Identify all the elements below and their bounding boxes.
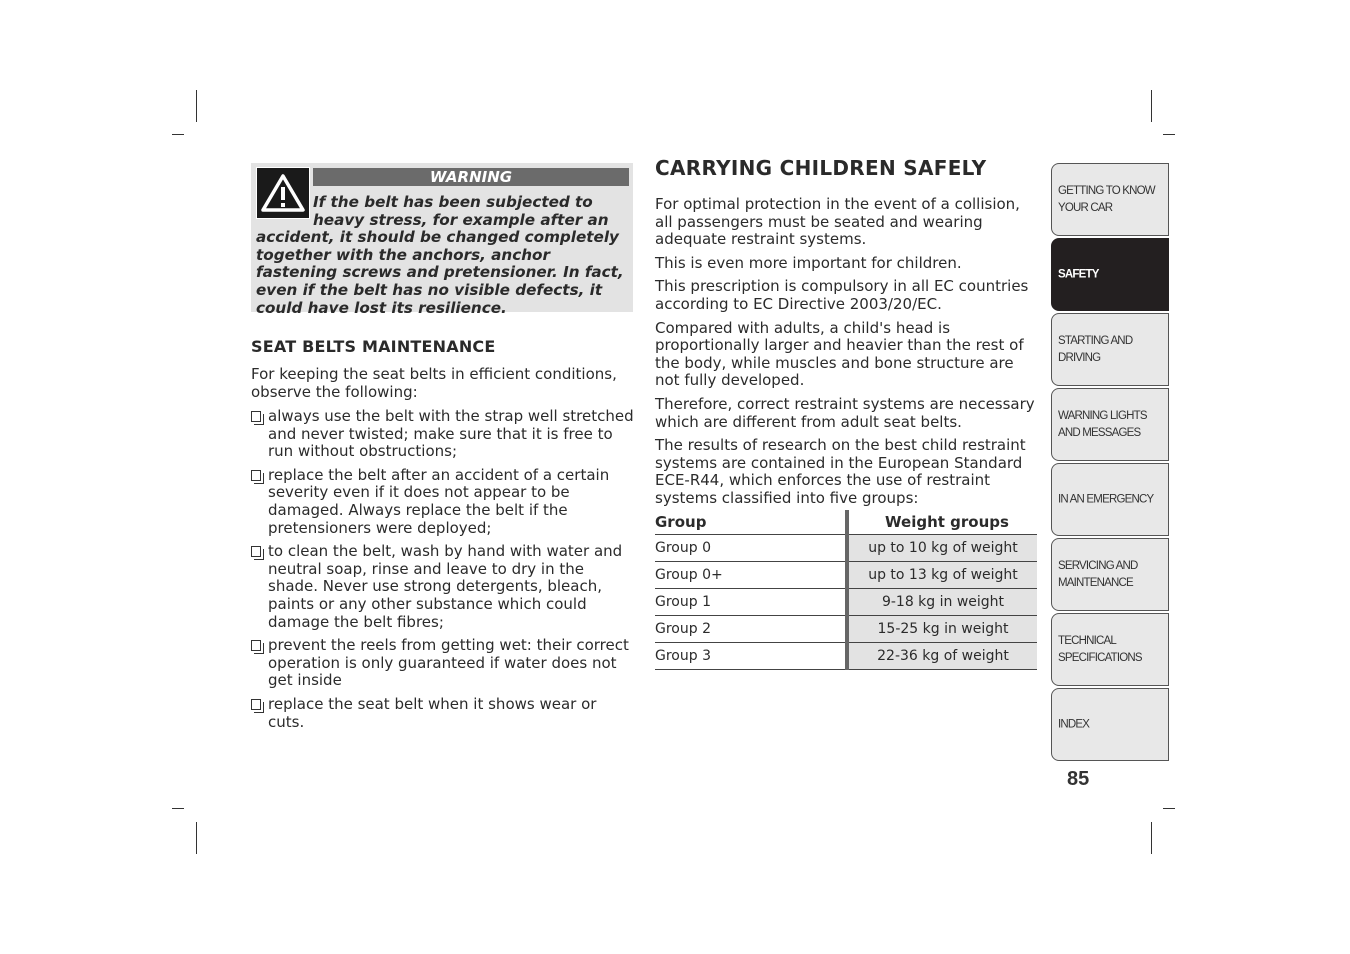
list-item: always use the belt with the strap well stretched and never twisted; make sure that it is free to run without obstructions; [251,408,636,461]
column-header-weight: Weight groups [847,510,1037,535]
paragraph: This prescription is compulsory in all EC countries according to EC Directive 2003/20/EC. [655,277,1029,313]
weight-cell: 9-18 kg in weight [847,589,1037,616]
tab-getting-to-know-your-car[interactable]: GETTING TO KNOW YOUR CAR [1051,163,1169,236]
list-item: replace the seat belt when it shows wear or cuts. [251,696,636,731]
column-header-group: Group [655,510,847,535]
tab-index[interactable]: INDEX [1051,688,1169,761]
weight-cell: 22-36 kg of weight [847,643,1037,670]
group-cell: Group 0+ [655,562,847,589]
crop-mark [172,134,184,135]
tab-starting-and-driving[interactable]: STARTING AND DRIVING [1051,313,1169,386]
table-row [655,589,1037,616]
group-cell: Group 1 [655,589,847,616]
seat-belts-intro: For keeping the seat belts in efficient conditions, observe the following: [251,365,617,401]
crop-mark [1151,90,1152,122]
table-row [655,643,1037,670]
seat-belts-list [251,408,636,737]
tab-in-an-emergency[interactable]: IN AN EMERGENCY [1051,463,1169,536]
warning-title: WARNING [313,168,629,186]
children-heading: CARRYING CHILDREN SAFELY [655,156,987,180]
paragraph: For optimal protection in the event of a collision, all passengers must be seated and wearing adequate restraint systems. [655,195,1020,249]
paragraph: The results of research on the best child restraint systems are contained in the European Standard ECE-R44, which enforces the use of restraint systems classified into five groups: [655,436,1026,507]
weight-cell: 15-25 kg in weight [847,616,1037,643]
paragraph: Therefore, correct restraint systems are necessary which are different from adult seat belts. [655,394,1035,431]
seat-belts-heading: SEAT BELTS MAINTENANCE [251,337,496,356]
page-number: 85 [1067,768,1090,790]
checkbox-bullet-icon [251,640,261,651]
checkbox-bullet-icon [251,699,261,710]
group-cell: Group 2 [655,616,847,643]
list-item: to clean the belt, wash by hand with water and neutral soap, rinse and leave to dry in the shade. Never use strong detergents, bleach, paints or any other substance which could damage the belt fibres; [251,543,636,631]
weight-cell: up to 10 kg of weight [847,535,1037,562]
crop-mark [1163,808,1175,809]
group-cell: Group 3 [655,643,847,670]
checkbox-bullet-icon [251,546,261,557]
list-item: replace the belt after an accident of a certain severity even if it does not appear to be damaged. Always replace the belt if the pretensioners were deployed; [251,467,636,537]
checkbox-bullet-icon [251,470,261,481]
tab-servicing-and-maintenance[interactable]: SERVICING AND MAINTENANCE [1051,538,1169,611]
crop-mark [1151,822,1152,854]
tab-safety[interactable]: SAFETY [1051,238,1169,311]
crop-mark [172,808,184,809]
paragraph: Compared with adults, a child's head is proportionally larger and heavier than the rest of the body, while muscles and bone structure are not fully developed. [655,318,1024,390]
list-item: prevent the reels from getting wet: their correct operation is only guaranteed if water does not get inside [251,637,636,690]
crop-mark [196,90,197,122]
chapter-tabs [1051,163,1169,763]
warning-text: If the belt has been subjected to heavy stress, for example after an accident, it should be changed completely together with the anchors, anchor fastening screws and pretensioner. In fact, even if the belt has no visible defects, it could have lost its resilience. [256,193,624,317]
table-row [655,535,1037,562]
paragraph: This is even more important for children. [655,253,962,272]
checkbox-bullet-icon [251,411,261,422]
tab-warning-lights-and-messages[interactable]: WARNING LIGHTS AND MESSAGES [1051,388,1169,461]
group-cell: Group 0 [655,535,847,562]
weight-groups-table [655,510,1037,670]
warning-box [251,163,633,317]
weight-cell: up to 13 kg of weight [847,562,1037,589]
crop-mark [196,822,197,854]
table-header-row [655,510,1037,535]
crop-mark [1163,134,1175,135]
table-row [655,562,1037,589]
children-body [655,196,1040,514]
tab-technical-specifications[interactable]: TECHNICAL SPECIFICATIONS [1051,613,1169,686]
table-row [655,616,1037,643]
